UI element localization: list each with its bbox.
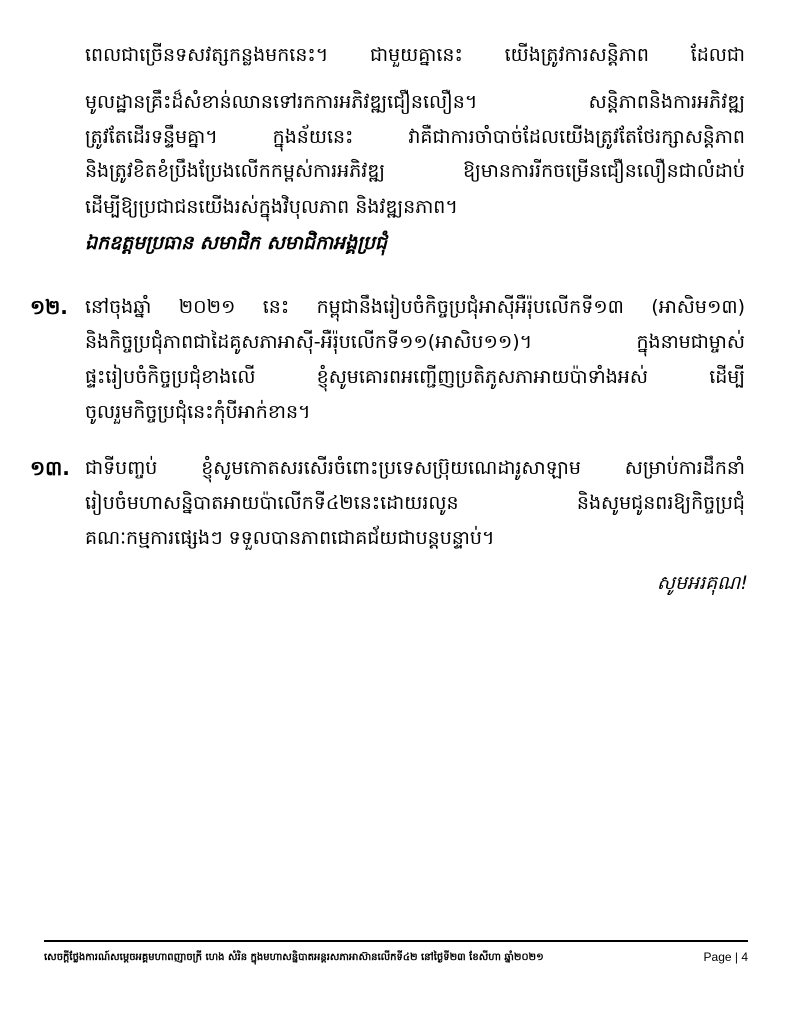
paragraph-line: ត្រូវតែដើរទន្ទឹមគ្នា។ ក្នុងន័យនេះ វាគឺជាការចាំបាច់ដែលយើងត្រូវតែថែរក្សាសន្តិភាព (85, 126, 745, 148)
closing-thanks: សូមអរគុណ! (656, 572, 748, 594)
paragraph-line: ជាទីបញ្ចប់ ខ្ញុំសូមកោតសរសើរចំពោះប្រទេសប្រ៊ុយណេដារូសាឡាម សម្រាប់ការដឹកនាំ (85, 457, 745, 479)
paragraph-line: រៀបចំមហាសន្និបាតអាយប៉ាលើកទី៤២នេះដោយរលូន និងសូមជូនពរឱ្យកិច្ចប្រជុំ (85, 492, 745, 514)
paragraph-number: ១២. (30, 295, 68, 319)
footer-divider (44, 940, 748, 942)
salutation-heading: ឯកឧត្តមប្រធាន សមាជិក សមាជិកាអង្គប្រជុំ (85, 232, 387, 254)
paragraph-line: ចូលរួមកិច្ចប្រជុំនេះកុំបីអាក់ខាន។ (85, 401, 311, 423)
paragraph-line: ពេលជាច្រើនទសវត្សកន្លងមកនេះ។ ជាមួយគ្នានេះ យើងត្រូវការសន្តិភាព ដែលជា (85, 44, 745, 66)
paragraph-line: មូលដ្ឋានគ្រឹះដ៏សំខាន់ឈានទៅរកការអភិវឌ្ឍជឿនលឿន។ សន្តិភាពនិងការអភិវឌ្ឍ (85, 91, 745, 113)
paragraph-line: និងត្រូវខិតខំប្រឹងប្រែងលើកកម្ពស់ការអភិវឌ្ឍ ឱ្យមានការរីកចម្រើនជឿនលឿនជាលំដាប់ (85, 160, 745, 182)
page-number: Page | 4 (703, 950, 748, 964)
paragraph-line: ដើម្បីឱ្យប្រជាជនយើងរស់ក្នុងវិបុលភាព និងវឌ្ឍនភាព។ (85, 196, 458, 218)
paragraph-line: គណៈកម្មការផ្សេងៗ ទទួលបានភាពជោគជ័យជាបន្តបន្ទាប់។ (85, 527, 495, 549)
paragraph-line: និងកិច្ចប្រជុំភាពជាដៃគូសភាអាស៊ី-អឺរ៉ុបលើកទី១១(អាសិប១១)។ ក្នុងនាមជាម្ចាស់ (85, 331, 745, 353)
paragraph-line: នៅចុងឆ្នាំ ២០២១ នេះ កម្ពុជានឹងរៀបចំកិច្ចប្រជុំអាស៊ីអឺរ៉ុបលើកទី១៣ (អាសិម១៣) (85, 296, 745, 318)
footer-title: សេចក្តីថ្លែងការណ៍សម្តេចអគ្គមហាពញាចក្រី ហេង សំរិន ក្នុងមហាសន្និបាតអន្តរសភាអាស៊ានលើកទី៤២ នៅថ្ងៃទី២៣ ខែសីហា ឆ្នាំ២០២១ (44, 952, 544, 963)
paragraph-number: ១៣. (30, 456, 70, 480)
paragraph-line: ផ្ទះរៀបចំកិច្ចប្រជុំខាងលើ ខ្ញុំសូមគោរពអញ្ជើញប្រតិភូសភាអាយប៉ាទាំងអស់ ដើម្បី (85, 366, 745, 388)
